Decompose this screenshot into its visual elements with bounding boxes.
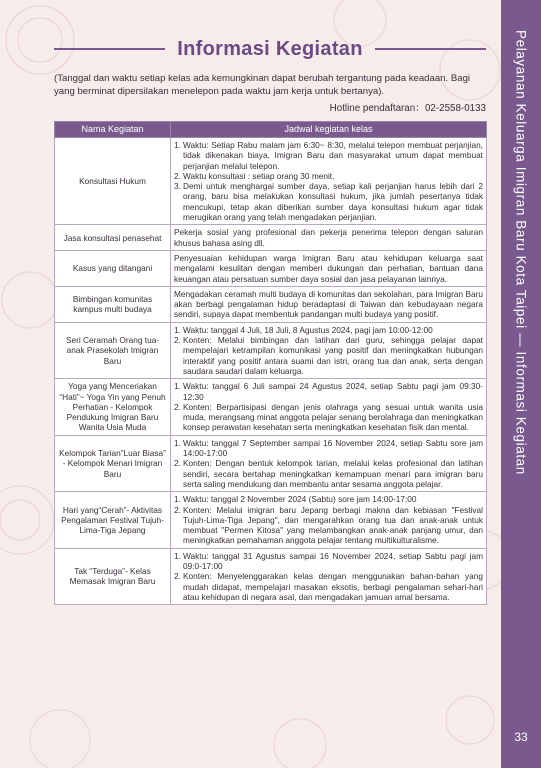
title-rule-left [54, 48, 165, 50]
activity-name: Konsultasi Hukum [55, 138, 171, 225]
item-text: Waktu: tanggal 6 Juli sampai 24 Agustus 2024, setiap Sabtu pagi jam 09:30-12:30 [183, 381, 483, 402]
schedule-item [174, 335, 483, 376]
activity-schedule [171, 225, 487, 251]
item-text: Mengadakan ceramah multi budaya di komunitas dan sekolahan, para Imigran Baru akan berbagi pengalaman hidup beradaptasi di Taiwan dan kebudayaan negara sendiri, supaya dapat membentuk pandangan multi budaya yang positif. [174, 288, 483, 320]
activity-schedule [171, 435, 487, 491]
table-body [55, 138, 487, 605]
item-number: 1. [174, 494, 181, 505]
schedule-item [174, 505, 483, 546]
item-text: Waktu: tanggal 4 Juli, 18 Juli, 8 Agustus 2024, pagi jam 10:00-12:00 [183, 324, 433, 335]
activity-name: Seri Ceramah Orang tua-anak Prasekolah Imigran Baru [55, 322, 171, 378]
activity-name: Kelompok Tarian”Luar Biasa” - Kelompok Menari Imigran Baru [55, 435, 171, 491]
schedule-item [174, 171, 483, 181]
activity-name: Tak “Terduga”- Kelas Memasak Imigran Baru [55, 548, 171, 604]
item-number: 1. [174, 324, 181, 335]
schedule-item [174, 381, 483, 402]
item-number: 1. [174, 437, 181, 448]
item-number: 1. [174, 140, 181, 150]
schedule-item [174, 181, 483, 222]
table-row [55, 322, 487, 378]
header-activity-name: Nama Kegiatan [55, 122, 171, 138]
activity-name: Hari yang“Cerah”- Aktivitas Pengalaman Festival Tujuh-Lima-Tiga Jepang [55, 492, 171, 548]
item-number: 3. [174, 181, 181, 192]
schedule-item [174, 325, 483, 335]
item-text: Konten: Melalui bimbingan dan latihan dari guru, sehingga pelajar dapat mempelajari ketrampilan komunikasi yang positif dan meningkatkan hubungan interaktif yang positif antara suami dan istri, orang tua dan anak, serta dengan saudara saudari dalam keluarga. [183, 335, 483, 376]
activity-schedule [171, 379, 487, 435]
page-title: Informasi Kegiatan [177, 37, 363, 60]
activity-schedule [171, 322, 487, 378]
schedule-item [174, 140, 483, 171]
activity-schedule [171, 492, 487, 548]
activity-schedule [171, 286, 487, 322]
hotline: Hotline pendaftaran：02-2558-0133 [329, 103, 486, 114]
title-rule-right [375, 48, 486, 50]
item-text: Penyesuaian kehidupan warga Imigran Baru atau kehidupan keluarga saat mengalami kesulitan dengan memberi dukungan dan perhatian, bantuan dana keuangan atau persatuan sumber daya sosial dan jasa pelayanan lainnya. [174, 252, 483, 284]
activity-schedule [171, 548, 487, 604]
table-row [55, 492, 487, 548]
table-row [55, 548, 487, 604]
activity-schedule [171, 138, 487, 225]
schedule-item [174, 438, 483, 459]
table-row [55, 286, 487, 322]
item-text: Konten: Melalui imigran baru Jepang berbagi makna dan kebiasan "Festival Tujuh-Lima-Tiga Jepang", dan mengarahkan orang tua dan anak-anak untuk membuat "Permen Kitosa" yang melambangkan anak-anak panjang umur, dan meningkatkan pemahaman anggota pelajar tentang multikulturalisme. [183, 504, 483, 546]
activity-name: Bimbingan komunitas kampus multi budaya [55, 286, 171, 322]
item-text: Konten: Berpartisipasi dengan jenis olahraga yang sesuai untuk wanita usia muda, merangsang minat anggota pelajar senang berolahraga dan meningkatkan konsep perawatan kesehatan serta meningkatkan kesehatan fisik dan mental. [183, 401, 483, 433]
activity-table [54, 121, 487, 605]
table-header-row [55, 122, 487, 138]
item-text: Pekerja sosial yang profesional dan pekerja penerima telepon dengan saluran khusus bahasa asing dll. [174, 227, 483, 248]
table-row [55, 435, 487, 491]
schedule-item [174, 494, 483, 504]
schedule-item [174, 253, 483, 284]
item-text: Waktu konsultasi : setiap orang 30 menit. [183, 170, 335, 181]
activity-name: Kasus yang ditangani [55, 250, 171, 286]
schedule-item [174, 551, 483, 572]
item-text: Konten: Menyelenggarakan kelas dengan menggunakan bahan-bahan yang mudah didapat, mempelajari masakan eksotis, berbagi pengalaman sehari-hari atau kehidupan di negara asal, dan mengadakan jamuan amal bersama. [183, 571, 483, 602]
schedule-item [174, 458, 483, 489]
item-number: 2. [174, 170, 181, 181]
item-number: 1. [174, 381, 181, 392]
schedule-item [174, 402, 483, 433]
item-text: Waktu: tanggal 2 November 2024 (Sabtu) sore jam 14:00-17:00 [183, 494, 417, 505]
item-text: Demi untuk menghargai sumber daya, setiap kali perjanjian harus lebih dari 2 orang, baru bisa melakukan konsultasi hukum, jika jumlah pesertanya tidak mencukupi, tetap akan diberikan sumber daya konsultasi hukum agar tidak merugikan orang yang telah mengadakan perjanjian. [183, 181, 483, 223]
table-row [55, 379, 487, 435]
item-text: Konten: Dengan bentuk kelompok tarian, melalui kelas profesional dan latihan sendiri, secara bertahap meningkatkan kemampuan menari para imigran baru serta saling mendukung dan membantu antar sesama anggota pelajar. [183, 458, 483, 489]
header-schedule: Jadwal kegiatan kelas [171, 122, 487, 138]
schedule-item [174, 571, 483, 602]
side-section-title: Pelayanan Keluarga Imigran Baru Kota Taipei — Informasi Kegiatan [513, 30, 529, 475]
item-number: 2. [174, 401, 181, 412]
schedule-item [174, 289, 483, 320]
item-number: 2. [174, 335, 181, 346]
item-text: Waktu: tanggal 7 September sampai 16 November 2024, setiap Sabtu sore jam 14:00-17:00 [183, 437, 483, 459]
table-row [55, 138, 487, 225]
activity-schedule [171, 250, 487, 286]
item-number: 2. [174, 458, 181, 469]
item-number: 2. [174, 504, 181, 515]
title-row [54, 34, 486, 64]
schedule-note: (Tanggal dan waktu setiap kelas ada kemungkinan dapat berubah tergantung pada keadaan. Bagi yang berminat dipersilakan menelepon pada waktu jam kerja untuk bertanya). [54, 73, 471, 97]
schedule-item [174, 227, 483, 248]
activity-name: Yoga yang Menceriakan “Hati”~ Yoga Yin yang Penuh Perhatian - Kelompok Pendukung Imigran Baru Wanita Usia Muda [55, 379, 171, 435]
table-row [55, 250, 487, 286]
item-text: Waktu: Setiap Rabu malam jam 6:30~ 8:30, melalui telepon membuat perjanjian, tidak dikenakan biaya, Imigran Baru dan masyarakat umum dapat membuat perjanjian melalui telepon. [183, 140, 483, 171]
item-text: Waktu: tanggal 31 Agustus sampai 16 November 2024, setiap Sabtu pagi jam 09:0-17:00 [183, 550, 483, 571]
item-number: 1. [174, 550, 181, 561]
table-row [55, 225, 487, 251]
page-number: 33 [514, 730, 528, 744]
item-number: 2. [174, 571, 181, 582]
activity-name: Jasa konsultasi penasehat [55, 225, 171, 251]
